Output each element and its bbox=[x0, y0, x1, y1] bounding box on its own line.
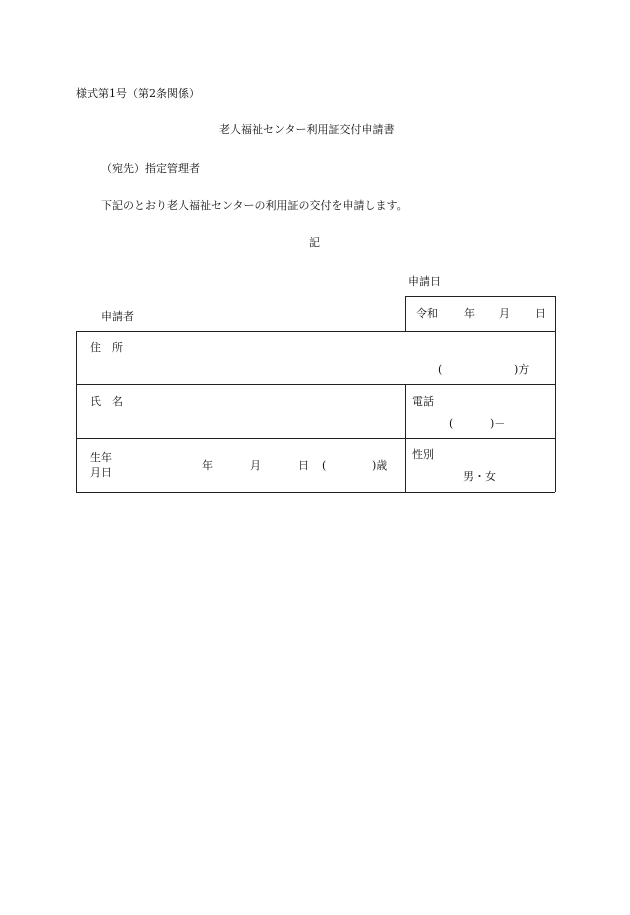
table-right-border bbox=[555, 296, 556, 492]
phone-column-divider bbox=[405, 384, 406, 492]
table-border-1 bbox=[76, 331, 555, 332]
addressee: （宛先）指定管理者 bbox=[101, 162, 200, 175]
table-border-2 bbox=[76, 384, 555, 385]
birthdate-label-line2: 月日 bbox=[90, 466, 112, 479]
date-box-left-border bbox=[405, 296, 406, 331]
form-title: 老人福祉センター利用証交付申請書 bbox=[219, 123, 395, 136]
age-paren-close: )歳 bbox=[372, 459, 388, 472]
ki-heading: 記 bbox=[309, 236, 320, 249]
date-era: 令和 bbox=[416, 307, 438, 320]
phone-paren-open: ( bbox=[449, 417, 454, 430]
applicant-label: 申請者 bbox=[101, 310, 134, 323]
address-label: 住 所 bbox=[90, 341, 123, 354]
table-border-4 bbox=[76, 492, 555, 493]
application-statement: 下記のとおり老人福祉センターの利用証の交付を申請します。 bbox=[101, 199, 408, 212]
sex-label: 性別 bbox=[412, 448, 434, 461]
phone-label: 電話 bbox=[412, 395, 434, 408]
address-paren-open: ( bbox=[438, 363, 443, 376]
form-number: 様式第1号（第2条関係） bbox=[76, 87, 200, 100]
table-border-3 bbox=[76, 438, 555, 439]
date-box-top-border bbox=[405, 296, 555, 297]
address-paren-close: )方 bbox=[514, 363, 530, 376]
date-day-field[interactable]: 日 bbox=[535, 307, 546, 320]
date-month-field[interactable]: 月 bbox=[499, 307, 510, 320]
birth-month-field[interactable]: 月 bbox=[250, 459, 261, 472]
date-year-field[interactable]: 年 bbox=[464, 307, 475, 320]
age-paren-open: ( bbox=[322, 459, 327, 472]
name-field[interactable] bbox=[140, 388, 400, 434]
table-left-border bbox=[76, 331, 77, 492]
phone-field[interactable] bbox=[410, 388, 550, 434]
phone-paren-close: )－ bbox=[490, 417, 506, 430]
name-label: 氏 名 bbox=[90, 395, 123, 408]
birth-year-field[interactable]: 年 bbox=[202, 459, 213, 472]
birth-day-field[interactable]: 日 bbox=[298, 459, 309, 472]
sex-options[interactable]: 男・女 bbox=[463, 470, 496, 483]
address-field[interactable] bbox=[140, 336, 550, 380]
application-date-label: 申請日 bbox=[408, 275, 441, 288]
birthdate-label-line1: 生年 bbox=[90, 451, 112, 464]
